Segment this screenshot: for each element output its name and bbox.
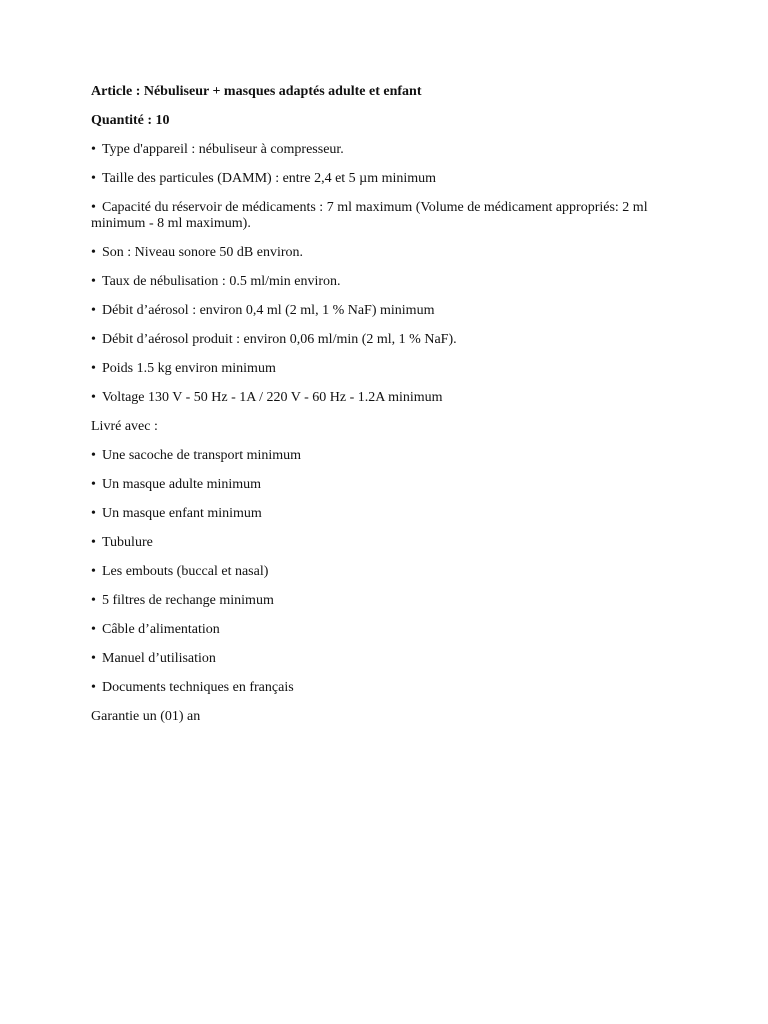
document-page [91,84,691,738]
bullet-icon: • [91,593,96,608]
delivered-item-text: Manuel d’utilisation [102,651,216,666]
warranty-line: Garantie un (01) an [91,709,201,724]
bullet-icon: • [91,390,96,405]
spec-item [91,245,691,261]
delivered-item [91,593,691,609]
bullet-icon: • [91,171,96,186]
delivered-item-text: Tubulure [102,535,153,550]
spec-item [91,390,691,406]
delivered-items-list [91,448,691,696]
delivered-item [91,448,691,464]
delivered-item-text: Les embouts (buccal et nasal) [102,564,269,579]
spec-text: Débit d’aérosol : environ 0,4 ml (2 ml, 1 % NaF) minimum [102,303,435,318]
delivered-item-text: 5 filtres de rechange minimum [102,593,274,608]
bullet-icon: • [91,564,96,579]
bullet-icon: • [91,332,96,347]
delivered-item-text: Un masque enfant minimum [102,506,262,521]
spec-text: Capacité du réservoir de médicaments : 7 ml maximum (Volume de médicament appropriés: 2 ml minimum - 8 ml maximum). [91,200,648,231]
spec-text: Taille des particules (DAMM) : entre 2,4 et 5 µm minimum [102,171,437,186]
delivered-item [91,651,691,667]
delivered-item-text: Câble d’alimentation [102,622,220,637]
delivered-item [91,477,691,493]
specs-list [91,142,691,406]
bullet-icon: • [91,303,96,318]
bullet-icon: • [91,477,96,492]
bullet-icon: • [91,448,96,463]
bullet-icon: • [91,506,96,521]
bullet-icon: • [91,535,96,550]
spec-item [91,303,691,319]
delivered-item [91,506,691,522]
spec-item [91,332,691,348]
delivered-item [91,622,691,638]
bullet-icon: • [91,200,96,215]
delivered-item [91,680,691,696]
spec-item [91,361,691,377]
spec-text: Type d'appareil : nébuliseur à compresseur. [102,142,344,157]
delivered-item-text: Une sacoche de transport minimum [102,448,302,463]
bullet-icon: • [91,361,96,376]
article-title: Article : Nébuliseur + masques adaptés adulte et enfant [91,84,422,99]
spec-text: Son : Niveau sonore 50 dB environ. [102,245,304,260]
spec-text: Voltage 130 V - 50 Hz - 1A / 220 V - 60 Hz - 1.2A minimum [102,390,443,405]
bullet-icon: • [91,245,96,260]
spec-text: Débit d’aérosol produit : environ 0,06 ml/min (2 ml, 1 % NaF). [102,332,457,347]
quantity-line: Quantité : 10 [91,113,170,128]
delivered-item [91,535,691,551]
bullet-icon: • [91,142,96,157]
bullet-icon: • [91,622,96,637]
spec-item [91,171,691,187]
spec-item [91,274,691,290]
spec-item [91,142,691,158]
bullet-icon: • [91,680,96,695]
delivered-item [91,564,691,580]
delivered-with-label: Livré avec : [91,419,158,434]
spec-text: Poids 1.5 kg environ minimum [102,361,276,376]
delivered-item-text: Un masque adulte minimum [102,477,262,492]
spec-item [91,200,691,232]
bullet-icon: • [91,651,96,666]
spec-text: Taux de nébulisation : 0.5 ml/min environ. [102,274,341,289]
bullet-icon: • [91,274,96,289]
delivered-item-text: Documents techniques en français [102,680,294,695]
